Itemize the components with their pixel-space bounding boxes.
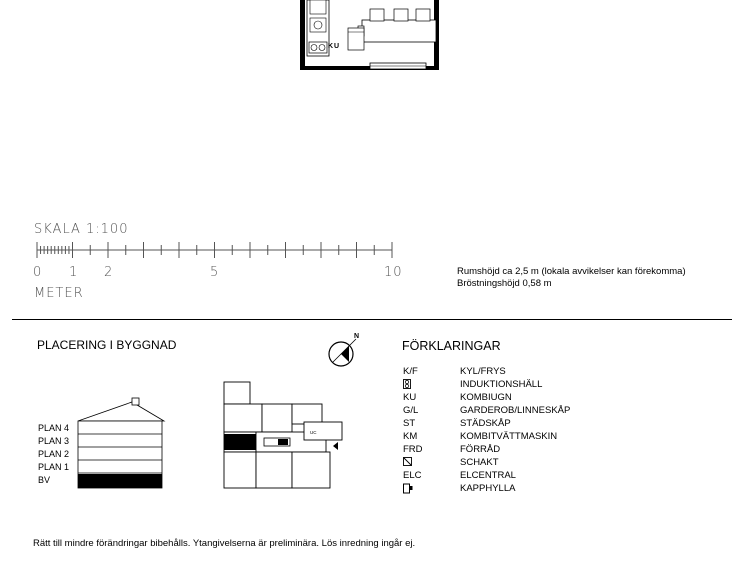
legend-desc: FÖRRÅD [460,444,501,455]
legend-code: ST [403,418,416,429]
legend-code: K/F [403,366,418,377]
scale-title: SKALA 1:100 [34,222,129,237]
scale-tick-0: 0 [33,265,43,280]
floor-label-plan-2: PLAN 2 [38,449,70,459]
scale-tick-10: 10 [384,265,403,280]
highlighted-floor-bv [78,474,162,488]
induction-icon [403,378,453,391]
scale-tick-5: 5 [210,265,220,280]
legend-desc: KOMBIUGN [460,392,512,403]
shaft-icon [403,456,453,469]
legend-code: KM [403,431,418,442]
coat-rack-icon [403,482,453,495]
legend-code: ELC [403,470,422,481]
legend-desc: STÄDSKÅP [460,418,511,429]
legend-title: FÖRKLARINGAR [402,339,501,353]
room-height-note: Rumshöjd ca 2,5 m (lokala avvikelser kan förekomma) [457,266,686,277]
legend-list [403,365,703,500]
legend-code: FRD [403,444,423,455]
legend-desc: KOMBITVÄTTMASKIN [460,431,558,442]
floor-label-plan-1: PLAN 1 [38,462,70,472]
floor-label-bv: BV [38,475,51,485]
floor-plan-drawing [296,0,446,72]
parapet-height-note: Bröstningshöjd 0,58 m [457,278,552,289]
footer-disclaimer: Rätt till mindre förändringar bibehålls. Ytangivelserna är preliminära. Lös inredning ingår ej. [33,538,416,549]
scale-tick-1: 1 [69,265,79,280]
scale-tick-2: 2 [104,265,114,280]
section-divider [12,319,732,320]
building-elevation [74,394,174,494]
legend-desc: SCHAKT [460,457,499,468]
legend-code: KU [403,392,417,403]
compass-icon [328,336,368,372]
legend-desc: KAPPHYLLA [460,483,516,494]
kitchen-label: KU [328,43,341,50]
floor-plan-fragment [296,0,446,72]
floor-label-plan-4: PLAN 4 [38,423,70,433]
compass-north-label: N [354,333,360,340]
legend-desc: ELCENTRAL [460,470,516,481]
legend-desc: GARDEROB/LINNESKÅP [460,405,571,416]
legend-desc: INDUKTIONSHÄLL [460,379,543,390]
scale-unit: METER [34,286,84,301]
floor-label-plan-3: PLAN 3 [38,436,70,446]
svg-text:UC: UC [310,430,317,435]
placement-title: PLACERING I BYGGNAD [37,338,177,352]
legend-desc: KYL/FRYS [460,366,506,377]
key-plan [220,380,350,492]
legend-code: G/L [403,405,419,416]
